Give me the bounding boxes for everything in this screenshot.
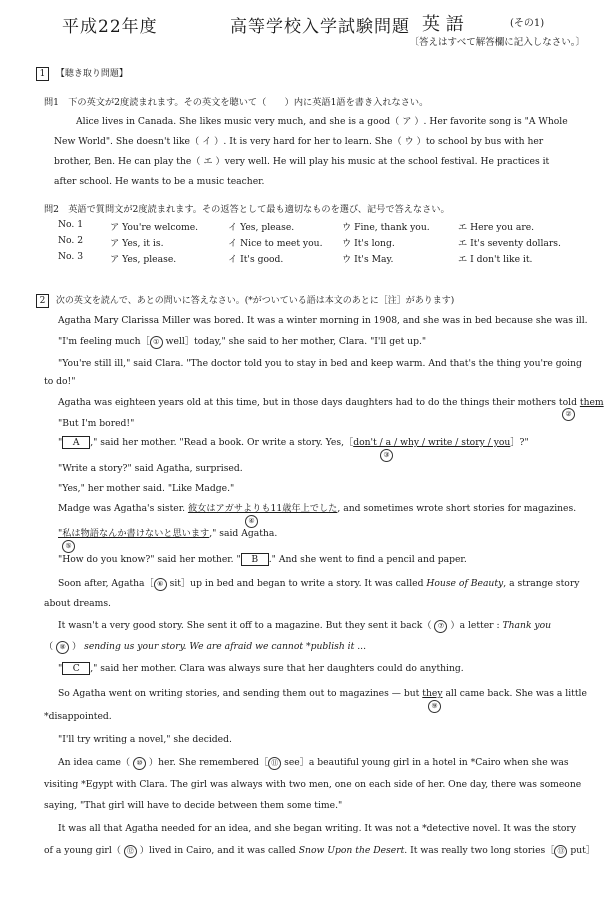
blank-box-b: B [241, 553, 269, 566]
paragraph: "I'll try writing a novel," she decided. [58, 734, 232, 745]
q2-option-c: ウ It's May. [342, 254, 394, 265]
question-marker: ⑪ [268, 757, 281, 770]
question-marker: ⑤ [62, 540, 75, 553]
q1-instruction: 問1 下の英文が2度読まれます。その英文を聴いて（ ）内に英語1語を書き入れなさい。 [44, 97, 429, 108]
q1-line-4: after school. He wants to be a music teacher. [54, 176, 265, 187]
paragraph: Agatha was eighteen years old at this time, but in those days daughters had to do the things their mothers told them [58, 397, 604, 408]
question-marker: ⑨ [428, 700, 441, 713]
q1-line-2: New World". She doesn't like（ イ ）. It is very hard for her to learn. She（ ウ ）to school by bus with her [54, 136, 544, 147]
q2-option-c: ウ Fine, thank you. [342, 222, 430, 233]
paragraph: *disappointed. [44, 711, 112, 722]
question-marker: ⑥ [154, 578, 167, 591]
underlined-text: "私は物語なんか書けないと思います [58, 528, 210, 539]
paragraph: It wasn't a very good story. She sent it off to a magazine. But they sent it back（ ⑦ ）a letter : Thank you [58, 620, 552, 631]
paragraph: （ ⑧ ） sending us your story. We are afraid we cannot *publish it ... [44, 641, 366, 652]
underlined-text: they [422, 688, 443, 699]
question-marker: ③ [380, 449, 393, 462]
paragraph: "私は物語なんか書けないと思います," said Agatha. [58, 528, 278, 539]
underlined-text: don't / a / why / write / story / you [353, 437, 511, 448]
section-1-title: 【聴き取り問題】 [55, 69, 128, 79]
q2-option-b: イ It's good. [228, 254, 284, 265]
underlined-text: 彼女はアガサよりも11歳年上でした [187, 503, 338, 514]
subject-title: 英 語 [422, 14, 464, 35]
section-1-heading [36, 66, 128, 81]
question-marker: ⑫ [124, 845, 137, 858]
q2-option-d: エ Here you are. [458, 222, 535, 233]
q2-option-a: ア You're welcome. [110, 222, 199, 233]
q1-line-3: brother, Ben. He can play the（ エ ）very well. He will play his music at the school festival. He practices it [54, 156, 550, 167]
paragraph: So Agatha went on writing stories, and sending them out to magazines — but they all came back. She was a little [58, 688, 587, 699]
paragraph: saying, "That girl will have to decide between them some time." [44, 800, 343, 811]
paragraph: "I'm feeling much［ ① well］today," she said to her mother, Clara. "I'll get up." [58, 336, 427, 347]
paragraph: Soon after, Agatha［ ⑥ sit］up in bed and began to write a story. It was called House of Beauty, a strange story [58, 578, 580, 589]
question-marker: ② [562, 408, 575, 421]
page-header [40, 10, 585, 55]
answer-note: 〔答えはすべて解答欄に記入しなさい。〕 [409, 37, 585, 48]
blank-box-a: A [62, 436, 90, 449]
paragraph: Agatha Mary Clarissa Miller was bored. It was a winter morning in 1908, and she was in bed because she was ill. [58, 315, 588, 326]
paragraph: Madge was Agatha's sister. 彼女はアガサよりも11歳年上でした, and sometimes wrote short stories for magazines. [58, 503, 577, 514]
paragraph: of a young girl（ ⑫ ）lived in Cairo, and it was called Snow Upon the Desert. It was really two long stories［ ⑬ put］ [44, 845, 596, 856]
blank-box-c: C [62, 662, 90, 675]
section-2-heading [36, 293, 454, 308]
paragraph: "You're still ill," said Clara. "The doctor told you to stay in bed and keep warm. And that's the thing you're going [58, 358, 582, 369]
question-marker: ⑩ [133, 757, 146, 770]
q2-option-b: イ Yes, please. [228, 222, 295, 233]
q2-row-number: No. 3 [58, 251, 84, 262]
q2-option-c: ウ It's long. [342, 238, 395, 249]
paragraph: " C ," said her mother. Clara was always sure that her daughters could do anything. [58, 663, 464, 674]
paragraph: An idea came（ ⑩ ）her. She remembered［ ⑪ see］a beautiful young girl in a hotel in *Cairo when she was [58, 757, 569, 768]
section-1-number: 1 [36, 67, 49, 81]
paragraph: "How do you know?" said her mother. " B ." And she went to find a pencil and paper. [58, 554, 467, 565]
question-marker: ⑬ [554, 845, 567, 858]
exam-title: 高等学校入学試験問題 [230, 17, 410, 37]
q2-row-number: No. 2 [58, 235, 84, 246]
q2-option-a: ア Yes, it is. [110, 238, 164, 249]
paragraph: "Write a story?" said Agatha, surprised. [58, 463, 243, 474]
section-2-number: 2 [36, 294, 49, 308]
exam-year: 平成22年度 [62, 17, 158, 37]
question-marker: ⑧ [56, 641, 69, 654]
q2-instruction: 問2 英語で質問文が2度読まれます。その返答として最も適切なものを選び、記号で答えなさい。 [44, 204, 450, 215]
part-label: (その1) [510, 18, 545, 29]
paragraph: about dreams. [44, 598, 111, 609]
paragraph: " A ," said her mother. "Read a book. Or write a story. Yes,［don't / a / why / write / story / you］?" [58, 437, 529, 448]
question-marker: ④ [245, 515, 258, 528]
q2-row-number: No. 1 [58, 219, 84, 230]
q2-option-b: イ Nice to meet you. [228, 238, 323, 249]
underlined-text: them [579, 397, 604, 408]
paragraph: "But I'm bored!" [58, 418, 135, 429]
paragraph: "Yes," her mother said. "Like Madge." [58, 483, 235, 494]
paragraph: to do!" [44, 376, 76, 387]
question-marker: ⑦ [434, 620, 447, 633]
q1-line-1: Alice lives in Canada. She likes music very much, and she is a good（ ア ）. Her favorite song is "A Whole [76, 116, 568, 127]
q2-option-d: エ It's seventy dollars. [458, 238, 561, 249]
q2-option-d: エ I don't like it. [458, 254, 533, 265]
paragraph: It was all that Agatha needed for an idea, and she began writing. It was not a *detective novel. It was the story [58, 823, 577, 834]
question-marker: ① [150, 336, 163, 349]
section-2-instruction: 次の英文を読んで、あとの問いに答えなさい。(*がついている語は本文のあとに［注］があります) [55, 296, 455, 306]
paragraph: visiting *Egypt with Clara. The girl was always with two men, one on each side of her. One day, there was someone [44, 779, 582, 790]
q2-option-a: ア Yes, please. [110, 254, 177, 265]
